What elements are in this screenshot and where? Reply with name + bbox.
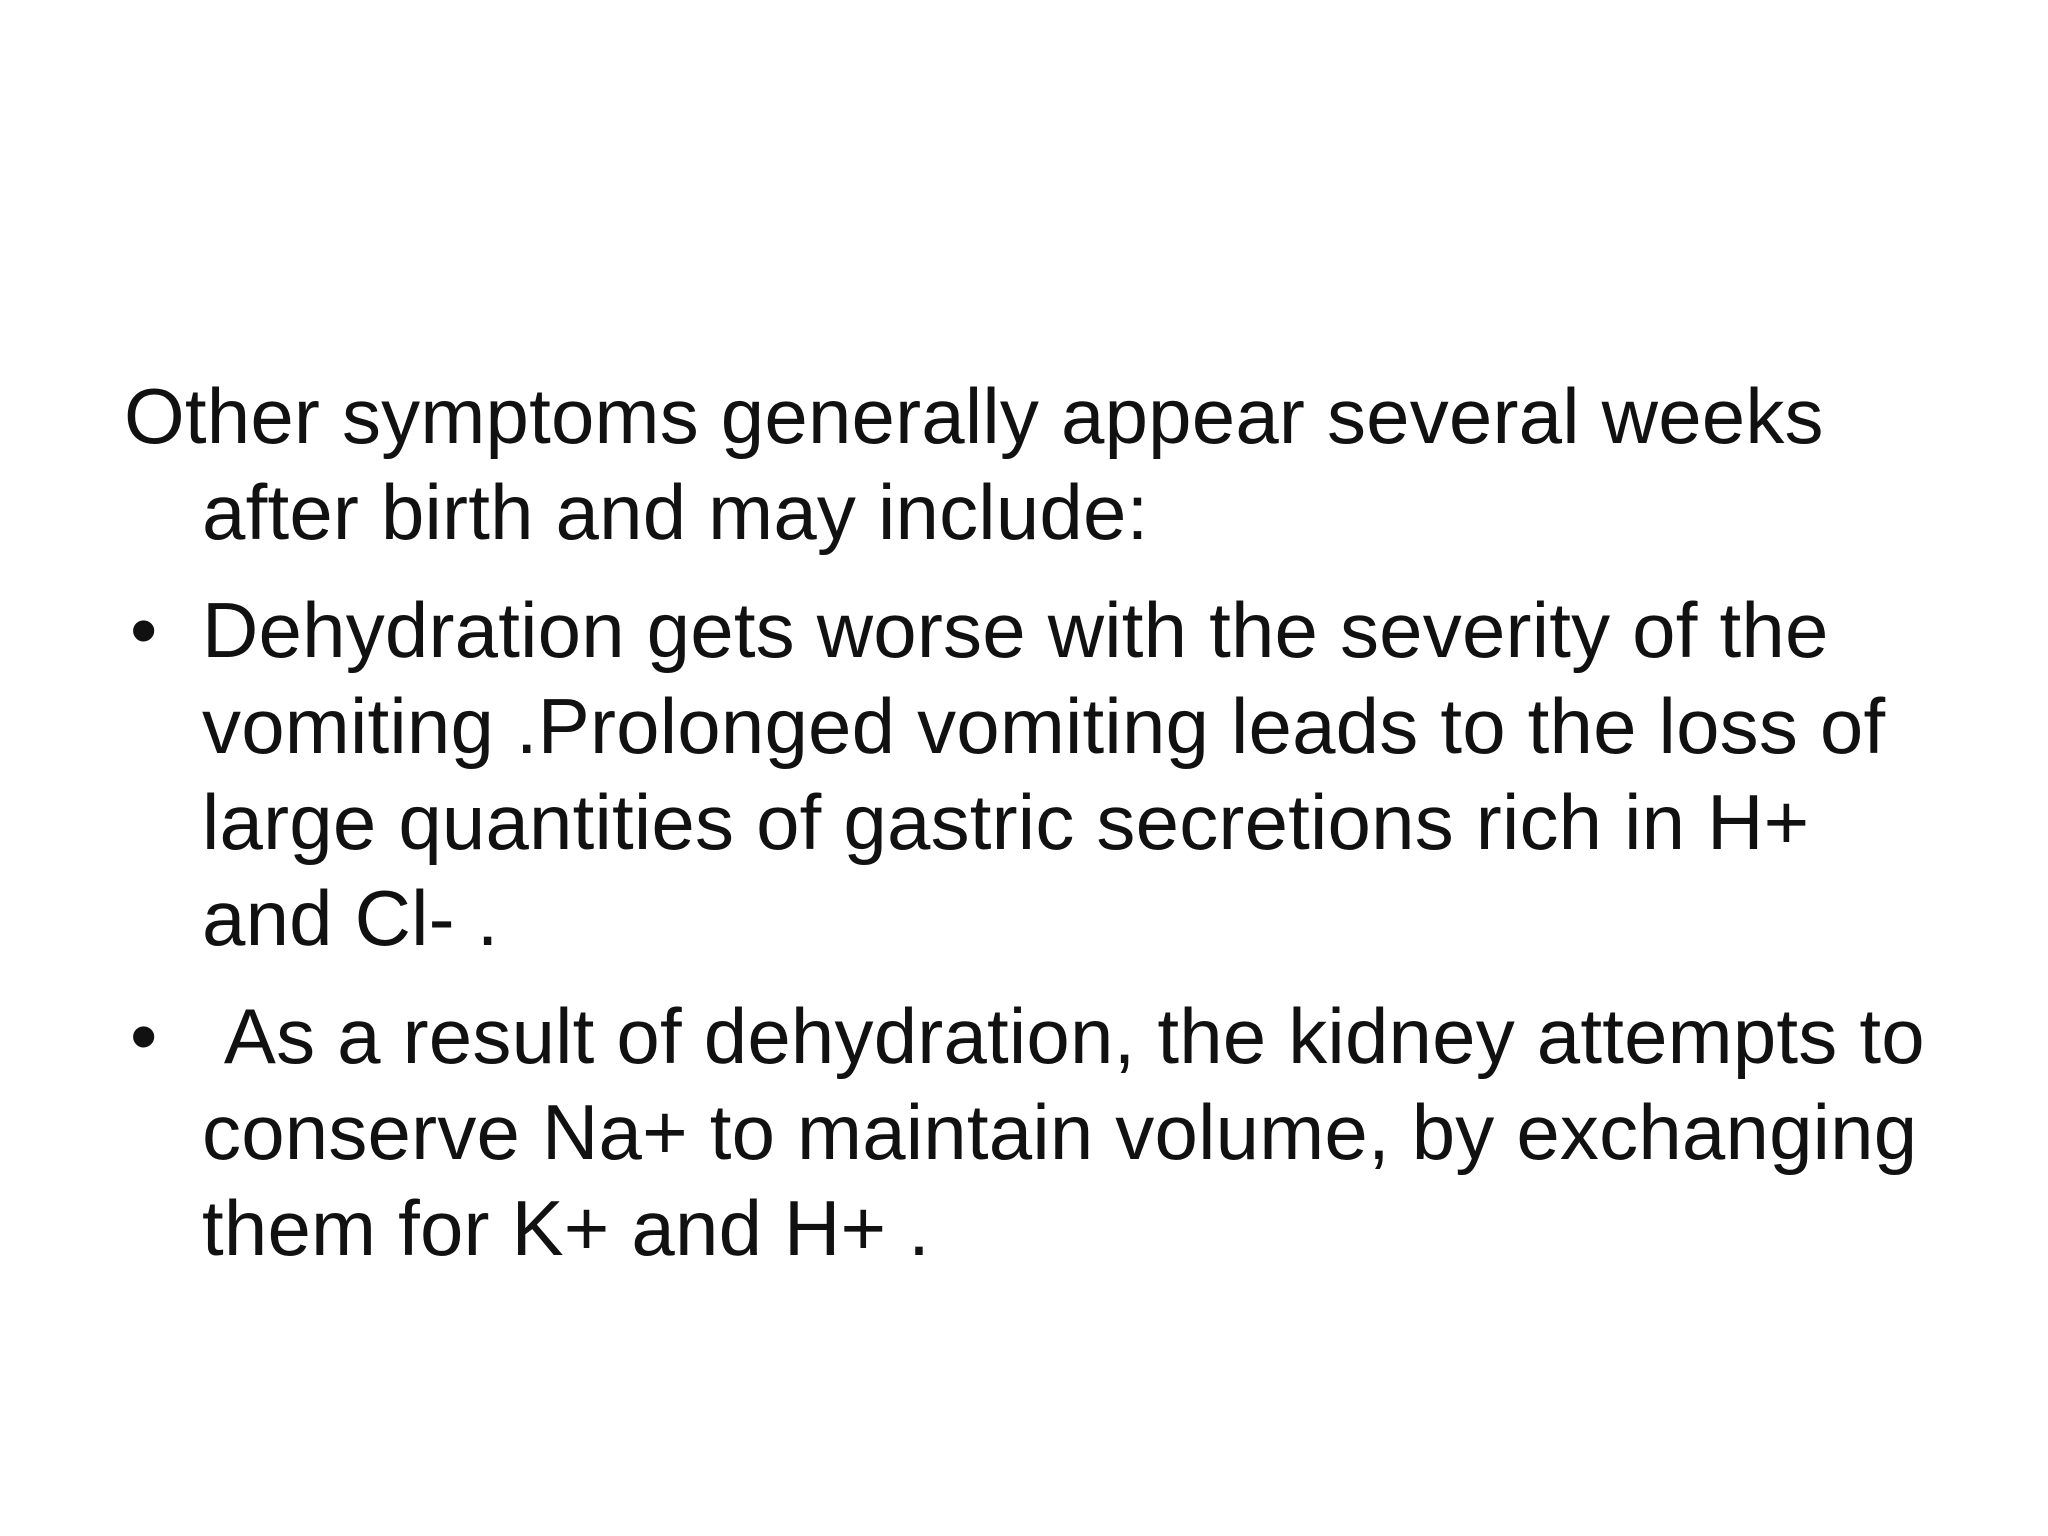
slide-body [124,368,1947,1298]
intro-paragraph: Other symptoms generally appear several weeks after birth and may include: [124,372,1824,556]
bullet-text: Dehydration gets worse with the severity of the vomiting .Prolonged vomiting leads to the loss of large quantities of gastric secretions rich in H+ and Cl- . [202,586,1886,962]
bullet-text: As a result of dehydration, the kidney attempts to conserve Na+ to maintain volume, by exchanging them for K+ and H+ . [202,992,1947,1272]
bullet-icon: • [130,992,158,1080]
list-item [124,582,1944,966]
bullet-list [124,582,1947,1276]
bullet-icon: • [130,586,158,674]
list-item [124,988,1947,1276]
